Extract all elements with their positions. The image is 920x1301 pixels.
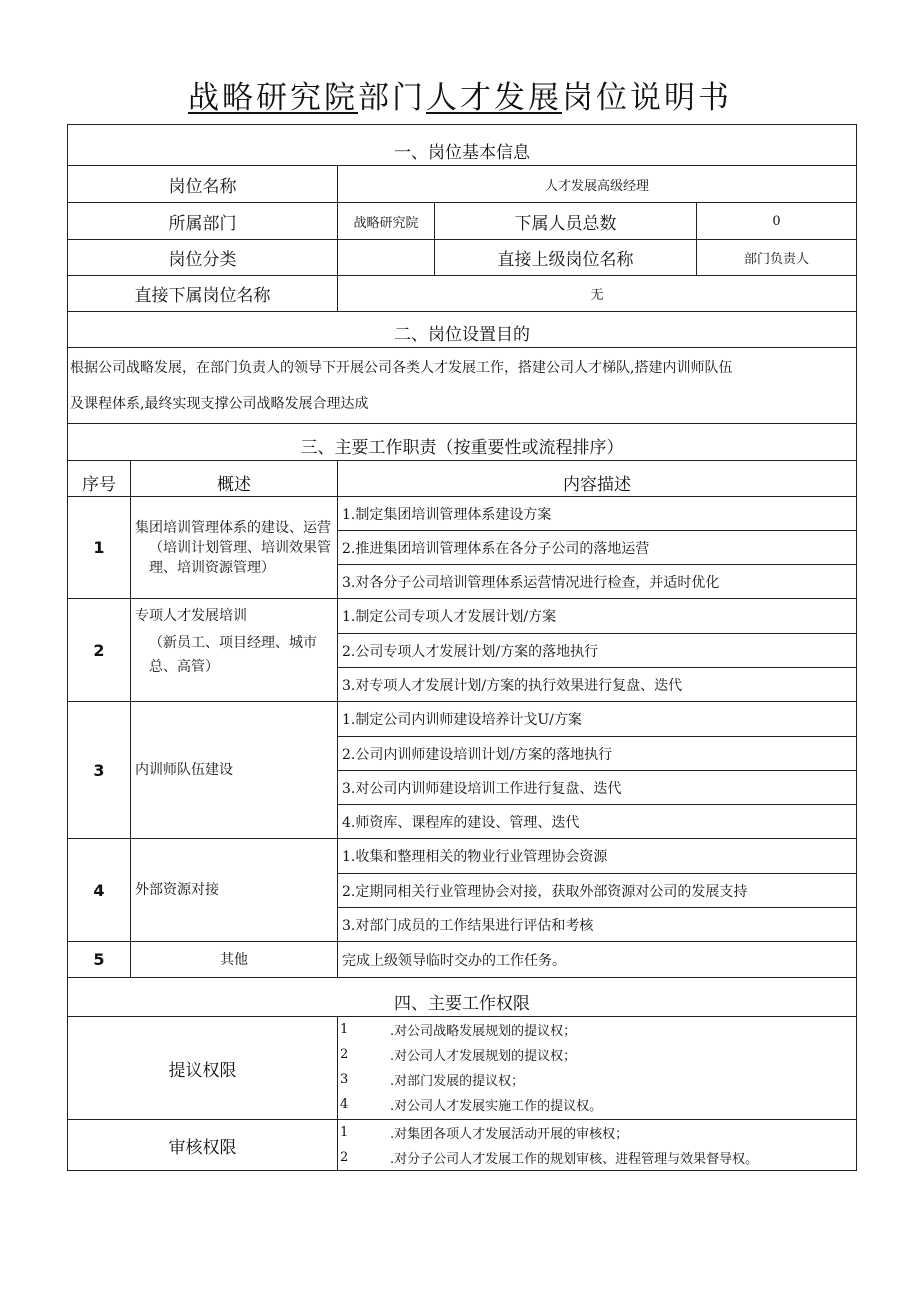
subordinates-value: 0 xyxy=(697,203,857,240)
section1-heading-row xyxy=(68,125,857,166)
duty-item: 1.制定集团培训管理体系建设方案 xyxy=(338,497,857,531)
duty-item: 3.对专项人才发展计划/方案的执行效果进行复盘、迭代 xyxy=(338,668,857,702)
superior-label: 直接上级岗位名称 xyxy=(435,240,697,276)
duty-item: 2.定期同相关行业管理协会对接，获取外部资源对公司的发展支持 xyxy=(338,874,857,908)
duty-number: 2 xyxy=(68,599,131,702)
duty-item: 1.收集和整理相关的物业行业管理协会资源 xyxy=(338,839,857,874)
position-name-value: 人才发展高级经理 xyxy=(338,166,857,203)
duty-summary: 外部资源对接 xyxy=(131,839,338,942)
duty-number: 1 xyxy=(68,497,131,599)
proposal-label: 提议权限 xyxy=(68,1017,338,1120)
review-list xyxy=(338,1120,857,1171)
duty-number: 5 xyxy=(68,942,131,978)
category-label: 岗位分类 xyxy=(68,240,338,276)
table-row xyxy=(68,942,857,978)
list-item: 3 .对部门发展的提议权； xyxy=(340,1072,525,1089)
department-label: 所属部门 xyxy=(68,203,338,240)
department-value: 战略研究院 xyxy=(338,203,435,240)
duty-item: 1.制定公司内训师建设培养计戈U/方案 xyxy=(338,702,857,737)
page-title: 战略研究院部门人才发展岗位说明书 xyxy=(188,80,732,116)
duty-item: 2.公司内训师建设培训计划/方案的落地执行 xyxy=(338,737,857,771)
duty-item: 2.推进集团培训管理体系在各分子公司的落地运营 xyxy=(338,531,857,565)
list-item: 1 .对集团各项人才发展活动开展的审核权； xyxy=(340,1125,629,1142)
job-description-table xyxy=(67,124,857,1171)
duty-number: 3 xyxy=(68,702,131,839)
duty-item: 3.对各分子公司培训管理体系运营情况进行检查，并适时优化 xyxy=(338,565,857,599)
list-item: 4 .对公司人才发展实施工作的提议权。 xyxy=(340,1097,603,1114)
duty-summary: 专项人才发展培训 （新员工、项目经理、城市总、高管） xyxy=(131,599,338,702)
col-no-header: 序号 xyxy=(68,461,131,497)
duty-number: 4 xyxy=(68,839,131,942)
duty-item: 完成上级领导临时交办的工作任务。 xyxy=(338,942,857,978)
table-row xyxy=(68,599,857,634)
table-row xyxy=(68,497,857,531)
subordinates-label: 下属人员总数 xyxy=(435,203,697,240)
purpose-text: 根据公司战略发展，在部门负责人的领导下开展公司各类人才发展工作，搭建公司人才梯队,搭建内训师队伍 及课程体系,最终实现支撑公司战略发展合理达成 xyxy=(68,348,857,424)
table-row xyxy=(68,702,857,737)
proposal-list xyxy=(338,1017,857,1120)
list-item: 2 .对公司人才发展规划的提议权； xyxy=(340,1047,577,1064)
superior-value: 部门负责人 xyxy=(697,240,857,276)
duty-item: 2.公司专项人才发展计划/方案的落地执行 xyxy=(338,634,857,668)
duty-item: 3.对公司内训师建设培训工作进行复盘、迭代 xyxy=(338,771,857,805)
list-item: 1 .对公司战略发展规划的提议权； xyxy=(340,1022,577,1039)
section4-heading: 四、主要工作权限 xyxy=(68,978,857,1017)
table-row xyxy=(68,839,857,874)
col-desc-header: 内容描述 xyxy=(338,461,857,497)
duty-summary: 内训师队伍建设 xyxy=(131,702,338,839)
section3-heading: 三、主要工作职责（按重要性或流程排序） xyxy=(68,424,857,461)
category-value xyxy=(338,240,435,276)
list-item: 2 .对分子公司人才发展工作的规划审核、进程管理与效果督导权。 xyxy=(340,1150,759,1167)
duty-item: 1.制定公司专项人才发展计划/方案 xyxy=(338,599,857,634)
position-name-label: 岗位名称 xyxy=(68,166,338,203)
section1-heading: 一、岗位基本信息 xyxy=(68,125,857,166)
sub-position-value: 无 xyxy=(338,276,857,312)
duties-header-row xyxy=(68,461,857,497)
duty-item: 4.师资库、课程库的建设、管理、迭代 xyxy=(338,805,857,839)
duty-summary: 其他 xyxy=(131,942,338,978)
col-summary-header: 概述 xyxy=(131,461,338,497)
duty-item: 3.对部门成员的工作结果进行评估和考核 xyxy=(338,908,857,942)
proposal-row xyxy=(68,1017,857,1120)
section2-heading: 二、岗位设置目的 xyxy=(68,312,857,348)
review-row xyxy=(68,1120,857,1171)
sub-position-label: 直接下属岗位名称 xyxy=(68,276,338,312)
review-label: 审核权限 xyxy=(68,1120,338,1171)
duty-summary: 集团培训管理体系的建设、运营 （培训计划管理、培训效果管理、培训资源管理） xyxy=(131,497,338,599)
